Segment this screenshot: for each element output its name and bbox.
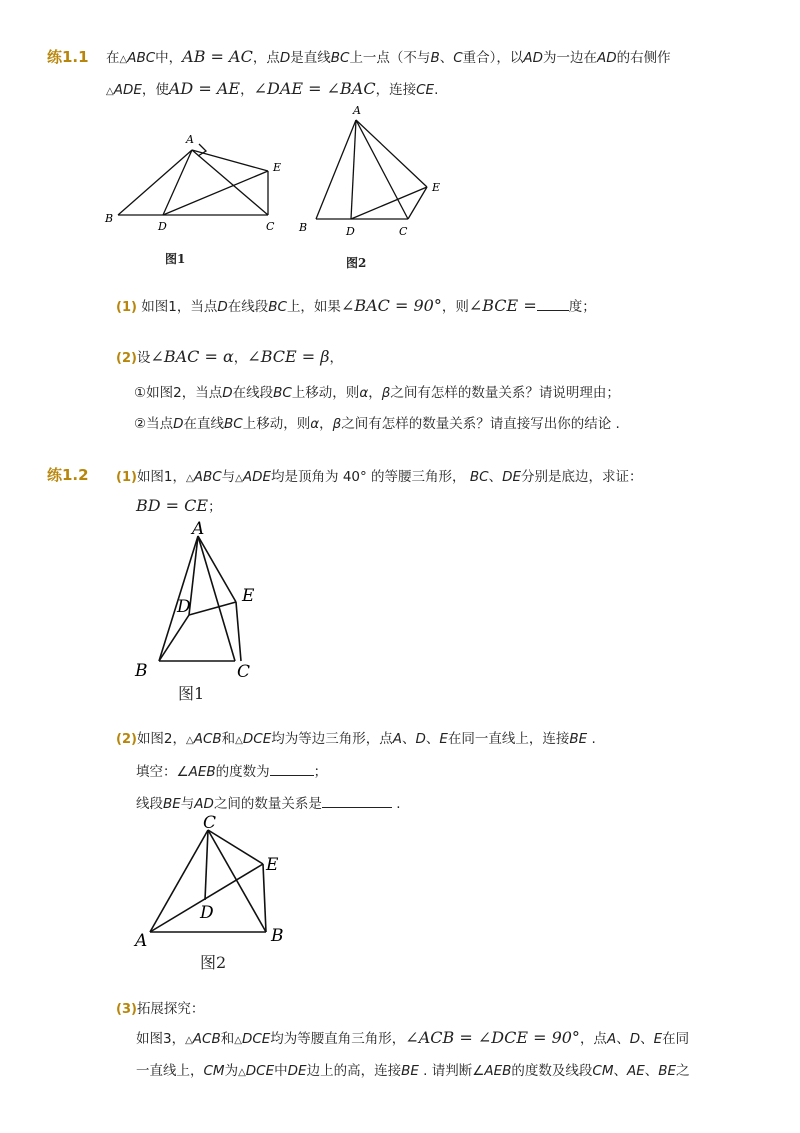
text: 一直线上， [136, 1063, 204, 1079]
var: D [279, 50, 291, 66]
ex1-q2-part2 [134, 412, 620, 432]
point-label-a: A [192, 519, 205, 539]
var: α [310, 416, 320, 432]
text: ，点 [579, 1031, 607, 1047]
triangle-symbol: △ [186, 473, 194, 484]
exercise-1-1-label: 练1.1 [47, 48, 89, 66]
text: 、 [640, 1031, 654, 1047]
answer-blank [270, 775, 314, 776]
text: 拓展探究： [136, 1001, 205, 1017]
var: AD [597, 50, 617, 66]
var: DCE [245, 1063, 275, 1079]
text: . [391, 796, 401, 812]
point-label-e: E [432, 181, 441, 194]
text: 设 [136, 350, 151, 366]
var: β [332, 416, 342, 432]
var: BE [569, 731, 588, 747]
point-label-c: C [237, 662, 251, 682]
ex2-fill-angle [136, 760, 327, 780]
point-label-b: B [271, 926, 284, 946]
text: ，点 [252, 50, 280, 66]
ex1-figure-2-caption: 图2 [346, 256, 367, 270]
text: 上移动，则 [291, 385, 360, 401]
text: 如图1，当点 [141, 299, 218, 315]
var: AEB [484, 1063, 512, 1079]
var: D [173, 416, 184, 432]
ex2-q1-line2 [136, 495, 222, 515]
var: E [653, 1031, 663, 1047]
var: CM [592, 1063, 614, 1079]
text: 中 [274, 1063, 288, 1079]
point-label-d: D [158, 220, 167, 233]
question-number: (1) [116, 300, 137, 315]
text: 在 [106, 50, 120, 66]
text: 均是顶角为 40° 的等腰三角形， [271, 469, 470, 485]
ex2-q3-line1 [136, 1027, 689, 1047]
text: 均为等腰直角三角形， [270, 1031, 406, 1047]
exercise-1-2-label: 练1.2 [47, 466, 89, 484]
ex1-figure-1-caption: 图1 [165, 252, 186, 266]
var: E [439, 731, 448, 747]
point-label-e: E [242, 586, 255, 606]
var: AE [626, 1063, 645, 1079]
var: BC [224, 416, 243, 432]
text: 线段 [136, 796, 163, 812]
var: β [381, 385, 391, 401]
ex2-q2 [116, 727, 596, 747]
point-label-c: C [399, 225, 408, 238]
text: ， [319, 416, 333, 432]
question-number: (3) [116, 1002, 137, 1017]
formula: ∠ACB = ∠DCE = 90° [405, 1028, 580, 1047]
answer-blank [322, 807, 392, 808]
text: 分别是底边，求证： [521, 469, 643, 485]
var: ADE [113, 82, 142, 98]
triangle-symbol: △ [106, 86, 114, 97]
text: 在同 [662, 1031, 690, 1047]
text: . [587, 731, 596, 747]
text: . [434, 82, 439, 98]
ex2-figure-1 [128, 515, 268, 685]
ex2-q3-line2 [136, 1059, 690, 1079]
text: 与 [180, 796, 195, 812]
text: ， [368, 385, 382, 401]
text: . 请判断∠ [418, 1063, 485, 1079]
text: 上一点（不与 [349, 50, 431, 66]
text: 在线段 [227, 299, 269, 315]
point-label-a: A [353, 104, 361, 117]
text: ； [208, 499, 222, 515]
text: ， [233, 350, 248, 366]
text: 的右侧作 [616, 50, 671, 66]
text: 之 [676, 1063, 690, 1079]
text: 边上的高，连接 [306, 1063, 402, 1079]
triangle-symbol: △ [185, 1035, 193, 1046]
formula: AB = AC [182, 47, 253, 66]
text: ①如图2，当点 [134, 385, 223, 401]
text: 之间的数量关系是 [213, 796, 322, 812]
ex1-q1 [116, 295, 596, 315]
text: 为一边在 [543, 50, 598, 66]
var: D [629, 1031, 641, 1047]
text: 、 [488, 469, 503, 485]
text: 、 [644, 1063, 659, 1079]
question-number: (1) [116, 470, 137, 485]
triangle-symbol: △ [186, 735, 194, 746]
text: 之间有怎样的数量关系？请说明理由； [390, 385, 620, 401]
var: DE [287, 1063, 307, 1079]
var: C [453, 50, 463, 66]
text: 、 [425, 731, 440, 747]
text: ，则 [441, 299, 469, 315]
text: 在直线 [183, 416, 225, 432]
var: DCE [241, 1031, 271, 1047]
triangle-symbol: △ [234, 1035, 242, 1046]
text: 上，如果 [286, 299, 341, 315]
text: 之间有怎样的数量关系？请直接写出你的结论 . [341, 416, 620, 432]
var: ABC [127, 50, 156, 66]
text: 和 [221, 731, 236, 747]
var: B [430, 50, 440, 66]
formula: ∠BAC = α [150, 347, 234, 366]
ex1-q2 [116, 346, 343, 366]
var: AD [523, 50, 544, 66]
var: DCE [242, 731, 272, 747]
text: ， [329, 350, 343, 366]
var: ABC [193, 469, 222, 485]
point-label-c: C [203, 813, 217, 833]
var: ACB [193, 731, 222, 747]
point-label-b: B [105, 212, 114, 225]
text: 如图2， [136, 731, 187, 747]
text: 、 [401, 731, 416, 747]
text: ②当点 [134, 416, 174, 432]
text: 填空：∠ [136, 764, 189, 780]
text: 和 [220, 1031, 235, 1047]
var: BC [268, 299, 287, 315]
var: CM [203, 1063, 225, 1079]
triangle-symbol: △ [238, 1067, 246, 1078]
ex1-q2-part1 [134, 381, 620, 401]
var: BE [163, 796, 181, 812]
text: 如图3， [136, 1031, 186, 1047]
text: 、 [616, 1031, 630, 1047]
point-label-e: E [273, 161, 282, 174]
ex2-figure-2 [128, 808, 298, 948]
formula: ∠BCE = β [247, 347, 330, 366]
text: 、 [439, 50, 454, 66]
text: 度； [568, 299, 596, 315]
var: ACB [192, 1031, 221, 1047]
formula: BD = CE [136, 496, 209, 515]
triangle-symbol: △ [235, 473, 243, 484]
text: 与 [221, 469, 236, 485]
var: CE [416, 82, 435, 98]
text: ， [240, 82, 254, 98]
var: α [359, 385, 369, 401]
point-label-a: A [186, 133, 194, 146]
text: ，连接 [375, 82, 417, 98]
text: 中， [155, 50, 183, 66]
ex1-figure-1 [96, 124, 296, 244]
var: A [392, 731, 402, 747]
var: A [606, 1031, 617, 1047]
point-label-d: D [177, 597, 191, 617]
ex2-q1-line1 [116, 465, 643, 485]
text: 、 [613, 1063, 627, 1079]
triangle-symbol: △ [119, 54, 128, 65]
formula: ∠DAE = ∠BAC [253, 79, 376, 98]
formula: AD = AE [168, 79, 241, 98]
text: 均为等边三角形，点 [271, 731, 393, 747]
ex2-figure-2-caption: 图2 [200, 953, 227, 972]
formula: ∠BCE = [468, 296, 537, 315]
point-label-b: B [299, 221, 308, 234]
ex2-q3 [116, 997, 204, 1017]
text: 的度数及线段 [511, 1063, 593, 1079]
var: BC [273, 385, 292, 401]
var: BE [658, 1063, 677, 1079]
question-number: (2) [116, 732, 137, 747]
point-label-b: B [135, 661, 148, 681]
question-number: (2) [116, 351, 137, 366]
ex2-figure-1-caption: 图1 [178, 684, 205, 703]
var: BC [469, 469, 489, 485]
var: D [415, 731, 426, 747]
var: AEB [188, 764, 216, 780]
point-label-c: C [266, 220, 275, 233]
formula: ∠BAC = 90° [340, 296, 442, 315]
text: 如图1， [136, 469, 187, 485]
var: DE [502, 469, 521, 485]
point-label-d: D [346, 225, 355, 238]
point-label-a: A [135, 931, 148, 948]
text: 的度数为 [215, 764, 270, 780]
answer-blank [537, 310, 569, 311]
text: 为 [224, 1063, 239, 1079]
text: 在线段 [232, 385, 274, 401]
point-label-d: D [200, 903, 214, 923]
var: D [217, 299, 228, 315]
var: BE [401, 1063, 419, 1079]
text: 上移动，则 [242, 416, 311, 432]
ex1-stem-line2 [106, 78, 438, 98]
text: ； [313, 764, 328, 780]
text: 重合），以 [462, 50, 524, 66]
ex1-stem-line1 [106, 46, 671, 66]
text: 是直线 [290, 50, 331, 66]
ex1-figure-2 [296, 100, 456, 240]
text: ，使 [141, 82, 169, 98]
var: AD [194, 796, 214, 812]
var: BC [330, 50, 350, 66]
point-label-e: E [266, 855, 279, 875]
text: 在同一直线上，连接 [447, 731, 570, 747]
var: D [222, 385, 233, 401]
triangle-symbol: △ [235, 735, 243, 746]
var: ADE [242, 469, 272, 485]
